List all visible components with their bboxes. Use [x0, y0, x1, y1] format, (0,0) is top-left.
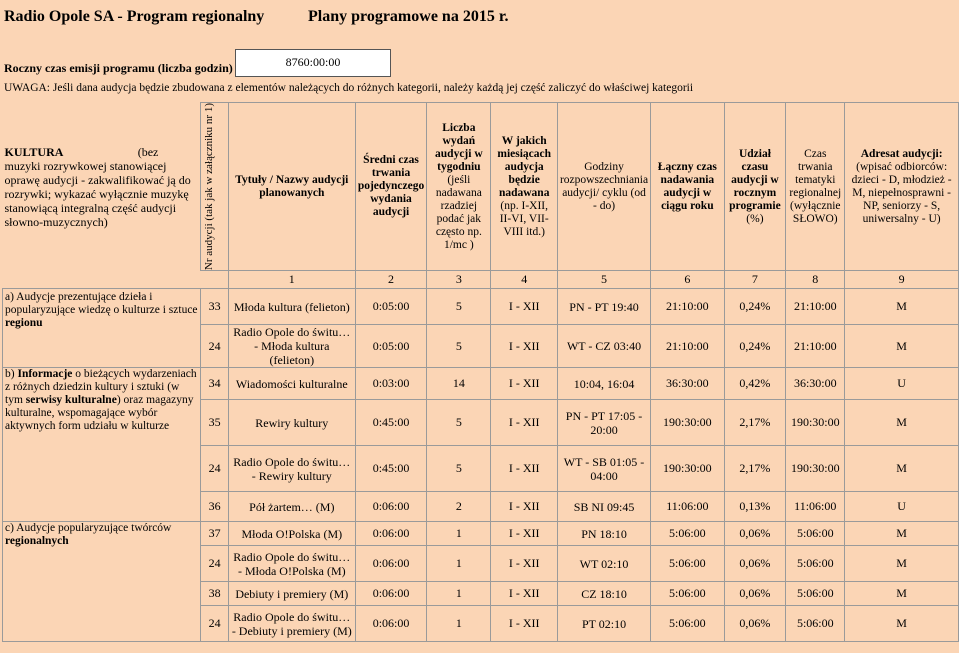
category-note-start: (bez	[137, 144, 159, 159]
section-a-label: a) Audycje prezentujące dzieła i popularyzujące wiedzę o kulturze i sztuce regionu	[3, 289, 201, 368]
cell-freq: 5	[427, 325, 491, 368]
cell-nr: 24	[201, 606, 228, 642]
cell-nr: 36	[201, 492, 228, 522]
cell-share: 0,13%	[724, 492, 786, 522]
cell-dur: 0:06:00	[355, 546, 426, 582]
cell-target: M	[845, 546, 959, 582]
cell-title: Młoda O!Polska (M)	[228, 522, 355, 546]
cell-hours: WT - SB 01:05 - 04:00	[557, 446, 650, 492]
cell-regional: 21:10:00	[786, 289, 845, 325]
cell-title: Radio Opole do świtu… - Młoda O!Polska (M)	[228, 546, 355, 582]
cell-regional: 36:30:00	[786, 368, 845, 400]
col-number: 7	[724, 271, 786, 289]
cell-nr: 33	[201, 289, 228, 325]
col-header-1: Nr audycji (tak jak w załączniku nr 1)	[201, 103, 228, 271]
cell-dur: 0:05:00	[355, 325, 426, 368]
cell-months: I - XII	[491, 289, 558, 325]
cell-regional: 5:06:00	[786, 546, 845, 582]
cell-dur: 0:05:00	[355, 289, 426, 325]
col-number: 3	[427, 271, 491, 289]
cell-total: 11:06:00	[651, 492, 724, 522]
cell-total: 21:10:00	[651, 289, 724, 325]
cell-title: Radio Opole do świtu… - Młoda kultura (felieton)	[228, 325, 355, 368]
cell-months: I - XII	[491, 446, 558, 492]
cell-title: Debiuty i premiery (M)	[228, 582, 355, 606]
header-row	[3, 103, 959, 271]
cell-hours: PN - PT 19:40	[557, 289, 650, 325]
cell-dur: 0:06:00	[355, 492, 426, 522]
doc-title: Radio Opole SA - Program regionalny	[4, 8, 265, 25]
cell-target: U	[845, 492, 959, 522]
cell-target: M	[845, 400, 959, 446]
plan-title: Plany programowe na 2015 r.	[308, 8, 509, 25]
cell-freq: 5	[427, 400, 491, 446]
category-cell	[3, 103, 201, 271]
cell-title: Młoda kultura (felieton)	[228, 289, 355, 325]
col-number: 1	[228, 271, 355, 289]
note: UWAGA: Jeśli dana audycja będzie zbudowana z elementów należących do różnych kategorii, należy każdą jej część zaliczyć do właściwej kategorii	[4, 82, 694, 94]
cell-total: 5:06:00	[651, 522, 724, 546]
cell-total: 21:10:00	[651, 325, 724, 368]
cell-share: 0,06%	[724, 522, 786, 546]
cell-total: 5:06:00	[651, 546, 724, 582]
cell-hours: PT 02:10	[557, 606, 650, 642]
col-header-2: Tytuły / Nazwy audycji planowanych	[228, 103, 355, 271]
cell-freq: 1	[427, 582, 491, 606]
cell-freq: 5	[427, 446, 491, 492]
table-row	[3, 289, 959, 325]
cell-freq: 14	[427, 368, 491, 400]
col-header-7: Łączny czas nadawania audycji w ciągu roku	[651, 103, 724, 271]
cell-months: I - XII	[491, 400, 558, 446]
col-header-6: Godziny rozpowszechniania audycji/ cyklu (od - do)	[557, 103, 650, 271]
col-header-8: Udział czasu audycji w rocznym programie (%)	[724, 103, 786, 271]
col-header-3: Średni czas trwania pojedynczego wydania audycji	[355, 103, 426, 271]
col-header-5: W jakich miesiącach audycja będzie nadawana (np. I-XII, II-VI, VII-VIII itd.)	[491, 103, 558, 271]
cell-target: M	[845, 522, 959, 546]
col-number: 9	[845, 271, 959, 289]
cell-dur: 0:03:00	[355, 368, 426, 400]
cell-dur: 0:06:00	[355, 582, 426, 606]
cell-freq: 1	[427, 522, 491, 546]
cell-regional: 190:30:00	[786, 400, 845, 446]
cell-dur: 0:06:00	[355, 522, 426, 546]
category-title: KULTURA	[4, 144, 64, 159]
cell-nr: 38	[201, 582, 228, 606]
cell-nr: 24	[201, 546, 228, 582]
col-number: 8	[786, 271, 845, 289]
program-table	[2, 102, 959, 642]
cell-title: Rewiry kultury	[228, 400, 355, 446]
col-number: 2	[355, 271, 426, 289]
col-number: 5	[557, 271, 650, 289]
cell-months: I - XII	[491, 606, 558, 642]
cell-title: Wiadomości kulturalne	[228, 368, 355, 400]
cell-share: 0,24%	[724, 325, 786, 368]
cell-target: U	[845, 368, 959, 400]
cell-hours: PN 18:10	[557, 522, 650, 546]
cell-share: 2,17%	[724, 400, 786, 446]
cell-target: M	[845, 582, 959, 606]
column-number-row	[3, 271, 959, 289]
cell-dur: 0:06:00	[355, 606, 426, 642]
col-header-4: Liczba wydań audycji w tygodniu (jeśli nadawana rzadziej podać jak często np. 1/mc )	[427, 103, 491, 271]
cell-freq: 5	[427, 289, 491, 325]
cell-hours: SB NI 09:45	[557, 492, 650, 522]
cell-share: 0,06%	[724, 546, 786, 582]
hours-label: Roczny czas emisji programu (liczba godzin)	[4, 61, 233, 75]
table-row	[3, 368, 959, 400]
cell-title: Radio Opole do świtu… - Debiuty i premiery (M)	[228, 606, 355, 642]
col-header-9: Czas trwania tematyki regionalnej (wyłącznie SŁOWO)	[786, 103, 845, 271]
table-row	[3, 522, 959, 546]
cell-hours: WT - CZ 03:40	[557, 325, 650, 368]
cell-title: Radio Opole do świtu… - Rewiry kultury	[228, 446, 355, 492]
cell-total: 5:06:00	[651, 582, 724, 606]
cell-months: I - XII	[491, 522, 558, 546]
col-number: 4	[491, 271, 558, 289]
cell-freq: 1	[427, 546, 491, 582]
cell-share: 0,24%	[724, 289, 786, 325]
cell-hours: CZ 18:10	[557, 582, 650, 606]
cell-total: 36:30:00	[651, 368, 724, 400]
table-body	[3, 289, 959, 642]
cell-share: 0,42%	[724, 368, 786, 400]
cell-share: 2,17%	[724, 446, 786, 492]
cell-nr: 35	[201, 400, 228, 446]
hours-value[interactable]: 8760:00:00	[235, 49, 391, 77]
cell-total: 5:06:00	[651, 606, 724, 642]
cell-total: 190:30:00	[651, 446, 724, 492]
cell-title: Pół żartem… (M)	[228, 492, 355, 522]
cell-target: M	[845, 446, 959, 492]
col-number: 6	[651, 271, 724, 289]
cell-regional: 21:10:00	[786, 325, 845, 368]
cell-target: M	[845, 289, 959, 325]
cell-months: I - XII	[491, 546, 558, 582]
cell-freq: 2	[427, 492, 491, 522]
cell-nr: 24	[201, 446, 228, 492]
cell-target: M	[845, 606, 959, 642]
cell-nr: 24	[201, 325, 228, 368]
section-b-label: b) Informacje o bieżących wydarzeniach z różnych dziedzin kultury i sztuki (w tym serwisy kulturalne) oraz magazyny kulturalne, wspomagające wybór aktywnych form udziału w kulturze	[3, 368, 201, 522]
cell-dur: 0:45:00	[355, 400, 426, 446]
cell-regional: 5:06:00	[786, 522, 845, 546]
section-c-label: c) Audycje popularyzujące twórców regionalnych	[3, 522, 201, 642]
cell-months: I - XII	[491, 582, 558, 606]
cell-freq: 1	[427, 606, 491, 642]
cell-hours: PN - PT 17:05 - 20:00	[557, 400, 650, 446]
cell-hours: 10:04, 16:04	[557, 368, 650, 400]
cell-regional: 5:06:00	[786, 606, 845, 642]
category-description: muzyki rozrywkowej stanowiącej oprawę audycji - zakwalifikować ją do rozrywki; wykazać wyłącznie muzykę stanowiącą integralną część audycji słowno-muzycznych)	[4, 158, 191, 229]
cell-regional: 190:30:00	[786, 446, 845, 492]
cell-share: 0,06%	[724, 606, 786, 642]
cell-target: M	[845, 325, 959, 368]
cell-share: 0,06%	[724, 582, 786, 606]
cell-nr: 34	[201, 368, 228, 400]
cell-months: I - XII	[491, 368, 558, 400]
cell-regional: 5:06:00	[786, 582, 845, 606]
cell-total: 190:30:00	[651, 400, 724, 446]
cell-regional: 11:06:00	[786, 492, 845, 522]
col-header-10: Adresat audycji: (wpisać odbiorców: dzieci - D, młodzież - M, niepełnosprawni - NP, seniorzy - S, uniwersalny - U)	[845, 103, 959, 271]
cell-months: I - XII	[491, 492, 558, 522]
cell-hours: WT 02:10	[557, 546, 650, 582]
cell-months: I - XII	[491, 325, 558, 368]
cell-nr: 37	[201, 522, 228, 546]
cell-dur: 0:45:00	[355, 446, 426, 492]
